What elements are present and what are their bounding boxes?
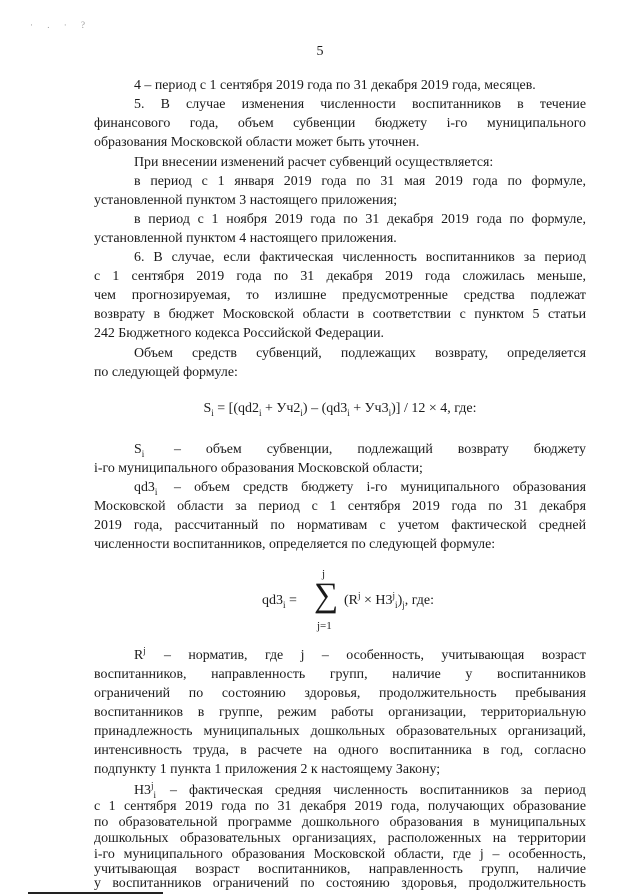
text-line: Московской области за период с 1 сентября 2019 года по 31 декабря [94,499,586,514]
scan-marks: · . · ? [30,20,91,30]
text-line: возврату в бюджет Московской области в соответствии с пунктом 5 статьи [94,307,586,322]
text-line: установленной пунктом 3 настоящего приложения; [94,193,398,208]
text-line: ограничений по состоянию здоровья, продолжительность пребывания [94,686,586,701]
text-line: установленной пунктом 4 настоящего приложения. [94,231,397,246]
text-line: i-го муниципального образования Московской области; [94,461,423,476]
text-line: Объем средств субвенций, подлежащих возврату, определяется [134,346,586,361]
text-line: 4 – период с 1 сентября 2019 года по 31 декабря 2019 года, месяцев. [134,78,536,93]
text-line: i-го муниципального образования Московской области, где j – особенность, [94,847,586,862]
symbol-n3: $Н3^j_i$ [134,780,157,800]
text-line: воспитанников, направленность групп, наличие у воспитанников [94,667,586,682]
text-line: в период с 1 января 2019 года по 31 мая 2019 года по формуле, [134,174,586,189]
formula-qd3-sum: $qd3_i$ = j ∑ j=1 $(R^j \times Н3^j_i)_j$, где: [262,568,435,632]
text-line: финансового года, объем субвенции бюджету i-го муниципального [94,116,586,131]
text-line: у воспитанников ограничений по состоянию здоровья, продолжительность [94,876,586,891]
text-line: с 1 сентября 2019 года по 31 декабря 2019 года, получающих образование [94,799,586,814]
page-number: 5 [316,44,324,59]
text-line: 242 Бюджетного кодекса Российской Федерации. [94,326,385,341]
symbol-qd3: $qd3_i$ [134,480,158,497]
symbol-r: $R^j$ [134,645,146,663]
formula-subvention-return: $S_i = [(qd2_i + Уч2_i) - (qd3_i + Уч3_i)] / 12 \times 4$, где: [203,401,477,418]
text-line: образования Московской области может быть уточнен. [94,135,420,150]
text-line: подпункту 1 пункта 1 приложения 2 к настоящему Закону; [94,762,441,777]
text-line: 5. В случае изменения численности воспитанников в течение [134,97,586,112]
text-line: принадлежность муниципальных дошкольных образовательных организаций, [94,724,586,739]
text-line: воспитанников в группе, режим работы организации, территориальную [94,705,586,720]
text-line: с 1 сентября 2019 года по 31 декабря 2019 года сложилась меньше, [94,269,586,284]
text-line: чем прогнозируемая, то излишне предусмотренные средства подлежат [94,288,586,303]
text-line: численности воспитанников, определяется по следующей формуле: [94,537,496,552]
text-line: 6. В случае, если фактическая численность воспитанников за период [134,250,586,265]
text-line: по следующей формуле: [94,365,238,380]
text-line: интенсивность труда, в расчете на одного воспитанника в год, согласно [94,743,586,758]
sigma-symbol: ∑ [314,577,339,614]
document-page: · . · ? 5 4 – период с 1 сентября 2019 года по 31 декабря 2019 года, месяцев. 5. В случае изменения численности воспитанников в течение финансового года, объем субвенции бюджету i-го муниципального образования Московской области может быть уточнен. При внесении изменений расчет субвенций осуществляется: в период с 1 января 2019 года по 31 мая 2019 года по формуле, установленной пунктом 3 настоящего приложения; в период с 1 ноября 2019 года по 31 декабря 2019 года по формуле, установленной пунктом 4 настоящего приложения. 6. В случае, если фактическая численность воспитанников за период с 1 сентября 2019 года по 31 декабря 2019 года сложилась меньше, чем прогнозируемая, то излишне предусмотренные средства подлежат возврату в бюджет Московской области в соответствии с пунктом 5 статьи 242 Бюджетного кодекса Российской Федерации. Объем средств субвенций, подлежащих возврату, определяется по следующей формуле: $S_i = [(qd2_i + Уч2_i) - (qd3_i + Уч3_i)] / 12 \times 4$, где: $S_i$ – объем субвенции, подлежащий возврату бюджету i-го муниципального образования Московской области; $qd3_i$ – объем средств бюджету i-го муниципального образования Московской области за период с 1 сентября 2019 года по 31 декабря 2019 года, рассчитанный по нормативам с учетом фактической средней численности воспитанников, определяется по следующей формуле: $qd3_i$ = j ∑ j=1 $(R^j \times Н3^j_i)_j$, где: $R^j$ – норматив, где j – особенность, учитывающая возраст воспитанников, направленность групп, наличие у воспитанников ограничений по состоянию здоровья, продолжительность пребывания воспитанников в группе, режим работы организации, территориальную принадлежность муниципальных дошкольных образовательных организаций, интенсивность труда, в расчете на одного воспитанника в год, согласно подпункту 1 пункта 1 приложения 2 к настоящему Закону; $Н3^j_i$ – фактическая средняя численность воспитанников за период с 1 сентября 2019 года по 31 декабря 2019 года, получающих образование по образовательной программе дошкольного образования в муниципальных дошкольных образовательных организациях, расположенных на территории i-го муниципального образования Московской области, где j – особенность, учитывающая возраст воспитанников, направленность групп, наличие у воспитанников ограничений по состоянию здоровья, продолжительность [0,0,640,894]
text-line: При внесении изменений расчет субвенций осуществляется: [134,155,494,170]
text-line: по образовательной программе дошкольного образования в муниципальных [94,815,586,830]
text-line: дошкольных образовательных организациях, расположенных на территории [94,831,586,846]
text-line: в период с 1 ноября 2019 года по 31 декабря 2019 года по формуле, [134,212,586,227]
text-line: учитывающая возраст воспитанников, направленность групп, наличие [94,862,586,877]
text-line: 2019 года, рассчитанный по нормативам с учетом фактической средней [94,518,586,533]
symbol-s: $S_i$ [134,442,145,459]
